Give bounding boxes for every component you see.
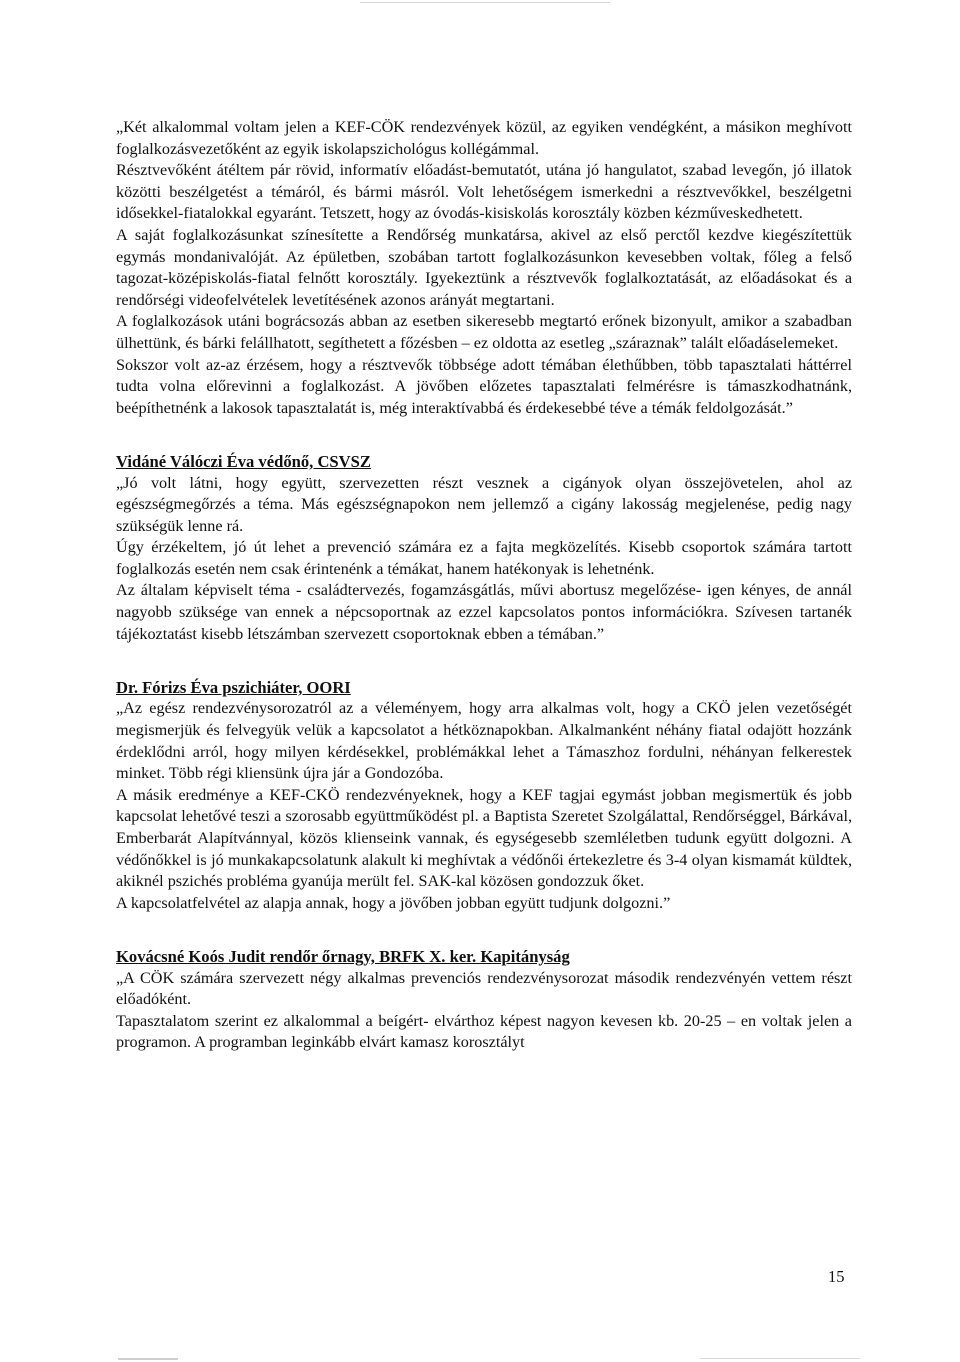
- intro-paragraph-5: Sokszor volt az-az érzésem, hogy a résztvevők többsége adott témában élethűbben, több tapasztalati háttérrel tudta volna előrevinni a foglalkozást. A jövőben előzetes tapasztalati felmérésre is támaszkodhatnánk, beépíthetnénk a lakosok tapasztalatát is, még interaktívabbá és érdekesebbé téve a témák feldolgozását.”: [116, 355, 852, 417]
- section-spacer: [116, 441, 852, 451]
- forizs-paragraph-1: „Az egész rendezvénysorozatról az a véleményem, hogy arra alkalmas volt, hogy a CKÖ jelen vezetőségét megismerjük és felvegyük velük a kapcsolatot a hétköznapokban. Alkalmanként néhány fiatal odajött hozzánk érdeklődni arról, hogy milyen kérdésekkel, problémákkal lehet a Támaszhoz fordulni, néhányan felkerestek minket. Több régi kliensünk újra jár a Gondozóba.: [116, 699, 852, 783]
- page-number: 15: [828, 1267, 845, 1286]
- forizs-paragraph-3: A kapcsolatfelvétel az alapja annak, hogy a jövőben jobban együtt tudjunk dolgozni.”: [116, 893, 671, 912]
- vidane-paragraph-1: „Jó volt látni, hogy együtt, szervezetten részt vesznek a cigányok olyan összejövetelen, ahol az egészségmegőrzés a téma. Más egészségnapokon nem jellemző a cigány lakosság megjelenése, pedig nagy szükségük lenne rá.: [116, 473, 852, 535]
- intro-paragraph-2: Résztvevőként átéltem pár rövid, informatív előadást-bemutatót, utána jó hangulatot, szabad levegőn, jó illatok közötti beszélgetést a témáról, és bármi másról. Volt lehetőségem ismerkedni a résztvevőkkel, beszélgetni idősekkel-fiatalokkal egyaránt. Tetszett, hogy az óvodás-kisiskolás korosztály közben kézműveskedhetett.: [116, 161, 852, 223]
- section-spacer: [116, 667, 852, 677]
- section-spacer: [116, 419, 852, 441]
- section-spacer: [116, 936, 852, 946]
- section-heading-kovacsne: Kovácsné Koós Judit rendőr őrnagy, BRFK X. ker. Kapitányság: [116, 946, 570, 966]
- page-content: [116, 117, 852, 1054]
- section-heading-vidane: Vidáné Válóczi Éva védőnő, CSVSZ: [116, 451, 371, 471]
- scan-artifact-bottom-right: [700, 1358, 860, 1359]
- section-spacer: [116, 645, 852, 667]
- forizs-paragraph-2: A másik eredménye a KEF-CKÖ rendezvényeknek, hogy a KEF tagjai egymást jobban megismertük és jobb kapcsolat lehetővé teszi a szorosabb együttműködést pl. a Baptista Szeretet Szolgálattal, Rendőrséggel, Bárkával, Emberbarát Alapítvánnyal, közös klienseink vannak, és egységesebb szemléletben tudunk együtt dolgozni. A védőnőkkel is jó munkakapcsolatunk alakult ki meghívtak a védőnői értekezletre és 3-4 olyan kismamát küldtek, akiknél pszichés probléma gyanúja merült fel. SAK-kal közösen gondozzuk őket.: [116, 785, 852, 891]
- section-spacer: [116, 914, 852, 936]
- vidane-paragraph-2: Úgy érzékeltem, jó út lehet a prevenció számára ez a fajta megközelítés. Kisebb csoportok számára tartott foglalkozás esetén nem csak érintenénk a témákat, hanem hatékonyak is lehetnénk.: [116, 538, 852, 578]
- vidane-paragraph-3: Az általam képviselt téma - családtervezés, fogamzásgátlás, művi abortusz megelőzése- igen kényes, de annál nagyobb szüksége van ennek a népcsoportnak az ezzel kapcsolatos pontos információkra. Szívesen tartanék tájékoztatást kisebb létszámban szervezett csoportoknak ebben a témában.”: [116, 581, 852, 643]
- kovacsne-paragraph-1: „A CÖK számára szervezett négy alkalmas prevenciós rendezvénysorozat második rendezvényén vettem részt előadóként.: [116, 968, 852, 1009]
- kovacsne-paragraph-2: Tapasztalatom szerint ez alkalommal a beígért- elvárthoz képest nagyon kevesen kb. 20-25 – en voltak jelen a programon. A programban leginkább elvárt kamasz korosztályt: [116, 1011, 852, 1052]
- section-heading-forizs: Dr. Fórizs Éva pszichiáter, OORI: [116, 677, 351, 697]
- scan-artifact-top: [360, 2, 610, 3]
- intro-paragraph-1: „Két alkalommal voltam jelen a KEF-CÖK rendezvények közül, az egyiken vendégként, a másikon meghívott foglalkozásvezetőként az egyik iskolapszichológus kollégámmal.: [116, 118, 852, 158]
- intro-paragraph-3: A saját foglalkozásunkat színesítette a Rendőrség munkatársa, akivel az első perctől kezdve kiegészítettük egymás mondanivalóját. Az épületben, szobában tartott foglalkozásunkon kevesebben voltak, főleg a felső tagozat-középiskolás-fiatal felnőtt korosztály. Igyekeztünk a résztvevők foglalkoztatását, az előadásokat és a rendőrségi videofelvételek levetítésének azonos arányát megtartani.: [116, 225, 852, 309]
- scan-artifact-bottom-left: [118, 1358, 178, 1360]
- intro-paragraph-4: A foglalkozások utáni bográcsozás abban az esetben sikeresebb megtartó erőnek bizonyult, amikor a szabadban ülhettünk, és bárki felállhatott, segíthetett a főzésben – ez oldotta az esetleg „száraznak” talált előadáselemeket.: [116, 312, 852, 352]
